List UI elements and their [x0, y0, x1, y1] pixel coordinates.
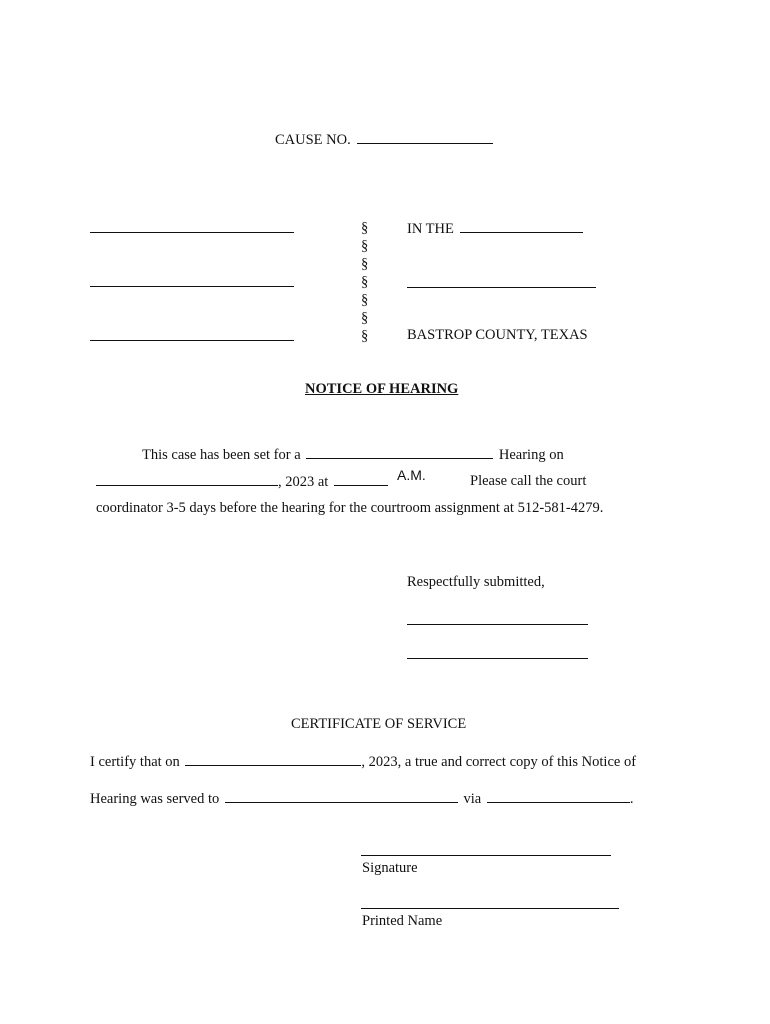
certificate-line-1	[90, 754, 636, 770]
section-symbol: §	[361, 310, 369, 326]
notice-line-3: coordinator 3-5 days before the hearing for the courtroom assignment at 512-581-4279.	[96, 500, 604, 516]
certificate-text: via	[463, 791, 482, 807]
certificate-line-2	[90, 791, 633, 807]
service-date-field[interactable]	[185, 754, 361, 766]
hearing-date-field[interactable]	[96, 474, 278, 486]
cause-number-field[interactable]	[357, 132, 493, 144]
served-to-field[interactable]	[225, 791, 458, 803]
court-name-line[interactable]	[407, 287, 596, 288]
service-method-field[interactable]	[487, 791, 630, 803]
signature-label: Signature	[362, 860, 418, 876]
certificate-title: CERTIFICATE OF SERVICE	[291, 716, 467, 732]
ampm-value[interactable]: A.M.	[397, 467, 426, 483]
signature-line[interactable]	[361, 855, 611, 856]
section-symbol: §	[361, 256, 369, 272]
notice-text: , 2023 at	[278, 474, 329, 490]
section-symbol: §	[361, 292, 369, 308]
hearing-time-field[interactable]	[334, 474, 388, 486]
cause-number-label: CAUSE NO.	[275, 132, 351, 148]
notice-line-1	[142, 447, 564, 463]
party-line-1[interactable]	[90, 232, 294, 233]
court-line	[407, 221, 583, 237]
notice-text: Please call the court	[470, 473, 587, 489]
submitter-line-1[interactable]	[407, 624, 588, 625]
party-line-3[interactable]	[90, 340, 294, 341]
certificate-text: .	[629, 791, 634, 807]
section-symbol: §	[361, 220, 369, 236]
certificate-text: I certify that on	[90, 754, 180, 770]
court-field[interactable]	[460, 221, 583, 233]
submitter-line-2[interactable]	[407, 658, 588, 659]
county-label: BASTROP COUNTY, TEXAS	[407, 327, 588, 343]
notice-text: This case has been set for a	[142, 447, 301, 463]
section-symbol: §	[361, 274, 369, 290]
respectfully-submitted: Respectfully submitted,	[407, 574, 545, 590]
section-symbol: §	[361, 238, 369, 254]
printed-name-label: Printed Name	[362, 913, 443, 929]
party-line-2[interactable]	[90, 286, 294, 287]
cause-number	[275, 132, 493, 148]
certificate-text: , 2023, a true and correct copy of this Notice of	[361, 754, 637, 770]
notice-text: Hearing on	[498, 447, 564, 463]
section-symbol: §	[361, 328, 369, 344]
hearing-type-field[interactable]	[306, 447, 493, 459]
notice-title: NOTICE OF HEARING	[305, 381, 459, 397]
certificate-text: Hearing was served to	[90, 791, 220, 807]
printed-name-line[interactable]	[361, 908, 619, 909]
court-label: IN THE	[407, 221, 454, 237]
notice-line-2	[96, 474, 388, 490]
